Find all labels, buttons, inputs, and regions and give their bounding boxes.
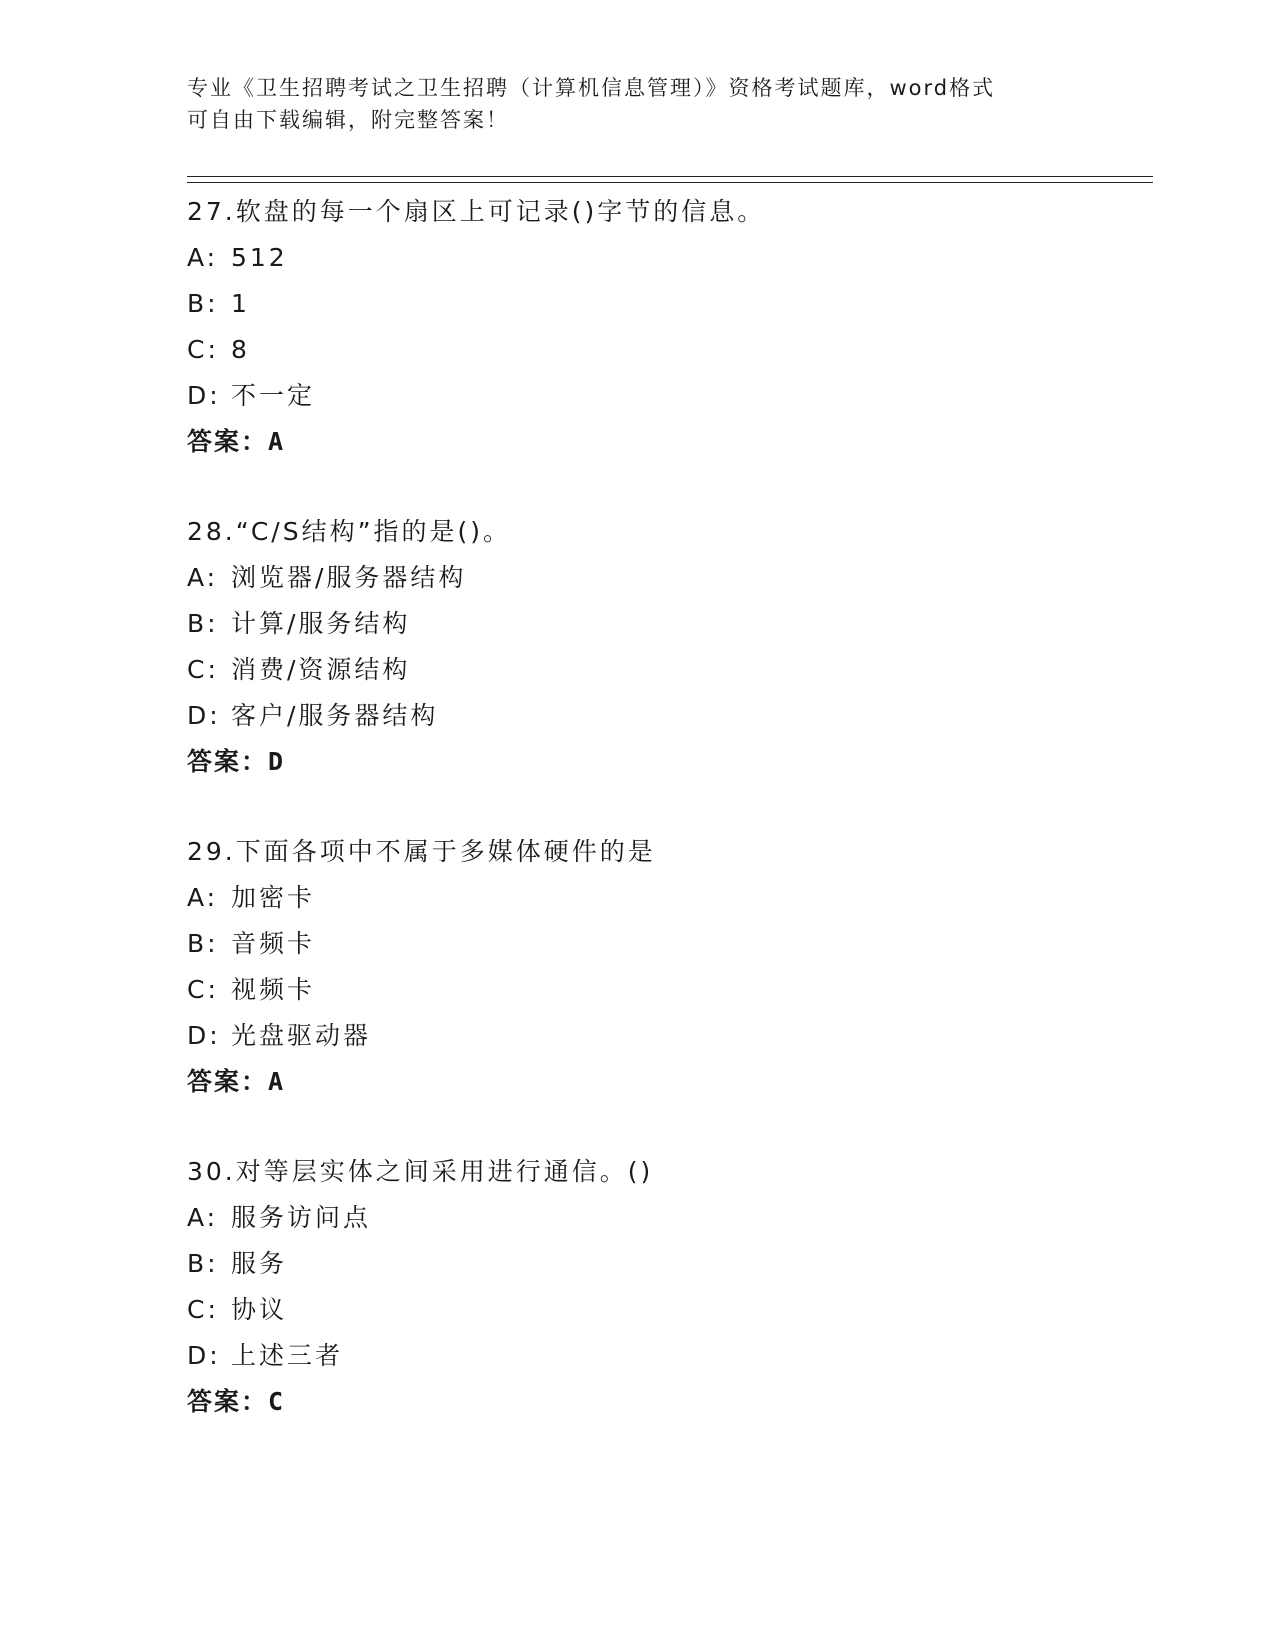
answer-line	[187, 1379, 1147, 1425]
header-divider-top	[187, 176, 1153, 177]
option-letter: D:	[187, 701, 221, 730]
option-letter: C:	[187, 335, 219, 364]
answer-label: 答案：	[187, 747, 269, 776]
option-text: 客户/服务器结构	[231, 701, 439, 730]
question-text: 28.“C/S结构”指的是()。	[187, 517, 512, 546]
option-letter: A:	[187, 883, 219, 912]
option-text: 计算/服务结构	[231, 609, 411, 638]
option-a	[187, 235, 1147, 281]
option-letter: B:	[187, 1249, 219, 1278]
option-b	[187, 281, 1147, 327]
option-b	[187, 601, 1147, 647]
question-text: 30.对等层实体之间采用进行通信。()	[187, 1157, 654, 1186]
option-text: 上述三者	[231, 1341, 344, 1370]
option-d	[187, 373, 1147, 419]
option-letter: B:	[187, 609, 219, 638]
option-text: 音频卡	[231, 929, 316, 958]
option-a	[187, 875, 1147, 921]
option-a	[187, 555, 1147, 601]
option-text: 视频卡	[231, 975, 316, 1004]
answer-value: A	[268, 1067, 286, 1096]
answer-label: 答案：	[187, 427, 269, 456]
option-a	[187, 1195, 1147, 1241]
option-c	[187, 967, 1147, 1013]
option-d	[187, 693, 1147, 739]
answer-line	[187, 419, 1147, 465]
question-27	[187, 189, 1147, 465]
option-text: 1	[231, 289, 250, 318]
option-text: 服务	[231, 1249, 288, 1278]
option-c	[187, 327, 1147, 373]
answer-value: D	[268, 747, 286, 776]
option-letter: D:	[187, 1341, 221, 1370]
header-line-2: 可自由下载编辑，附完整答案！	[187, 108, 509, 132]
question-30	[187, 1149, 1147, 1425]
answer-value: A	[268, 427, 286, 456]
option-letter: D:	[187, 381, 221, 410]
option-c	[187, 1287, 1147, 1333]
option-text: 加密卡	[231, 883, 316, 912]
option-letter: B:	[187, 289, 219, 318]
question-29	[187, 829, 1147, 1105]
option-letter: C:	[187, 1295, 219, 1324]
answer-line	[187, 739, 1147, 785]
option-text: 服务访问点	[231, 1203, 372, 1232]
option-letter: A:	[187, 1203, 219, 1232]
option-letter: A:	[187, 563, 219, 592]
option-text: 协议	[231, 1295, 288, 1324]
answer-line	[187, 1059, 1147, 1105]
option-text: 8	[231, 335, 250, 364]
answer-label: 答案：	[187, 1387, 269, 1416]
option-letter: C:	[187, 655, 219, 684]
option-c	[187, 647, 1147, 693]
option-b	[187, 921, 1147, 967]
option-letter: C:	[187, 975, 219, 1004]
question-list	[187, 189, 1147, 1469]
option-b	[187, 1241, 1147, 1287]
option-text: 光盘驱动器	[231, 1021, 372, 1050]
option-text: 512	[231, 243, 288, 272]
answer-value: C	[268, 1387, 286, 1416]
option-d	[187, 1333, 1147, 1379]
option-text: 浏览器/服务器结构	[231, 563, 467, 592]
question-text: 29.下面各项中不属于多媒体硬件的是	[187, 837, 656, 866]
option-letter: D:	[187, 1021, 221, 1050]
option-d	[187, 1013, 1147, 1059]
option-letter: A:	[187, 243, 219, 272]
document-header	[187, 72, 1087, 136]
question-28	[187, 509, 1147, 785]
option-text: 消费/资源结构	[231, 655, 411, 684]
header-divider-bottom	[187, 182, 1153, 183]
option-text: 不一定	[231, 381, 316, 410]
header-line-1: 专业《卫生招聘考试之卫生招聘（计算机信息管理）》资格考试题库，word格式	[187, 76, 996, 100]
question-text: 27.软盘的每一个扇区上可记录()字节的信息。	[187, 197, 766, 226]
option-letter: B:	[187, 929, 219, 958]
answer-label: 答案：	[187, 1067, 269, 1096]
